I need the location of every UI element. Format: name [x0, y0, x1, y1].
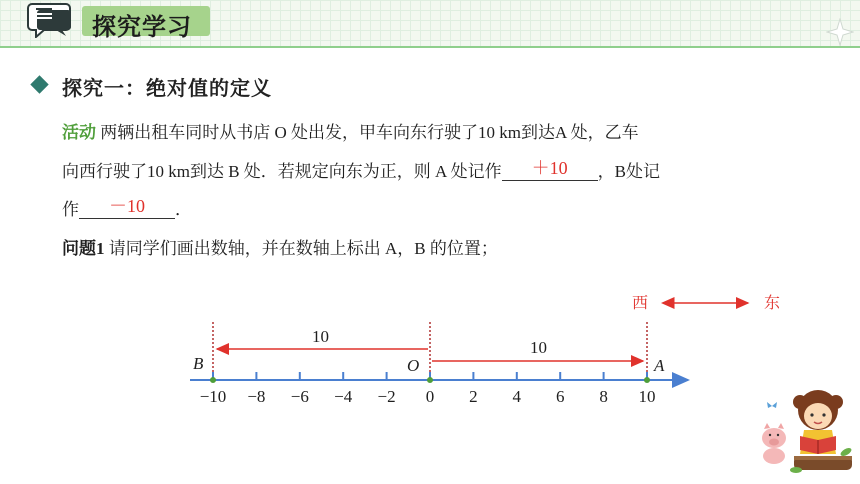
distance-right-label: 10 — [530, 338, 547, 357]
tick-label: −8 — [247, 387, 266, 406]
tick-label: −2 — [377, 387, 396, 406]
point-a-dot — [644, 377, 650, 383]
point-b-dot — [210, 377, 216, 383]
section-title: 探究一：绝对值的定义 — [62, 78, 272, 100]
point-o-dot — [427, 377, 433, 383]
distance-left-label: 10 — [312, 327, 329, 346]
point-o-label: O — [407, 356, 420, 375]
tick-label: −6 — [290, 387, 309, 406]
tick-label: 6 — [555, 387, 565, 406]
reading-girl-illustration — [750, 378, 856, 478]
activity-text-2a: 向西行驶了10 km到达 B 处．若规定向东为正，则 A 处记作 — [62, 162, 502, 181]
tick-label: −4 — [334, 387, 353, 406]
activity-text-3b: ． — [175, 200, 192, 219]
east-label: 东 — [764, 293, 781, 312]
activity-label: 活动 — [62, 123, 96, 142]
tick-label: 0 — [425, 387, 435, 406]
point-a-label: A — [654, 356, 665, 375]
activity-text-2b: ，B处记 — [597, 162, 660, 181]
tick-label: 8 — [599, 387, 608, 406]
activity-text-1: 两辆出租车同时从书店 O 处出发，甲车向东行驶了10 km到达A 处，乙车 — [100, 123, 639, 142]
activity-text-3a: 作 — [62, 200, 79, 219]
answer-b: －10 — [109, 196, 145, 216]
point-b-label: B — [193, 354, 204, 373]
tick-group — [200, 372, 656, 406]
question-text: 请同学们画出数轴，并在数轴上标出 A，B 的位置； — [108, 239, 498, 258]
tick-label: −10 — [199, 387, 227, 406]
question-label: 问题1 — [62, 239, 105, 258]
answer-a: ＋10 — [531, 158, 568, 178]
tick-label: 10 — [638, 387, 656, 406]
tick-label: 4 — [512, 387, 522, 406]
west-label: 西 — [632, 293, 649, 312]
tick-label: 2 — [469, 387, 478, 406]
page-title: 探究学习 — [92, 14, 192, 41]
